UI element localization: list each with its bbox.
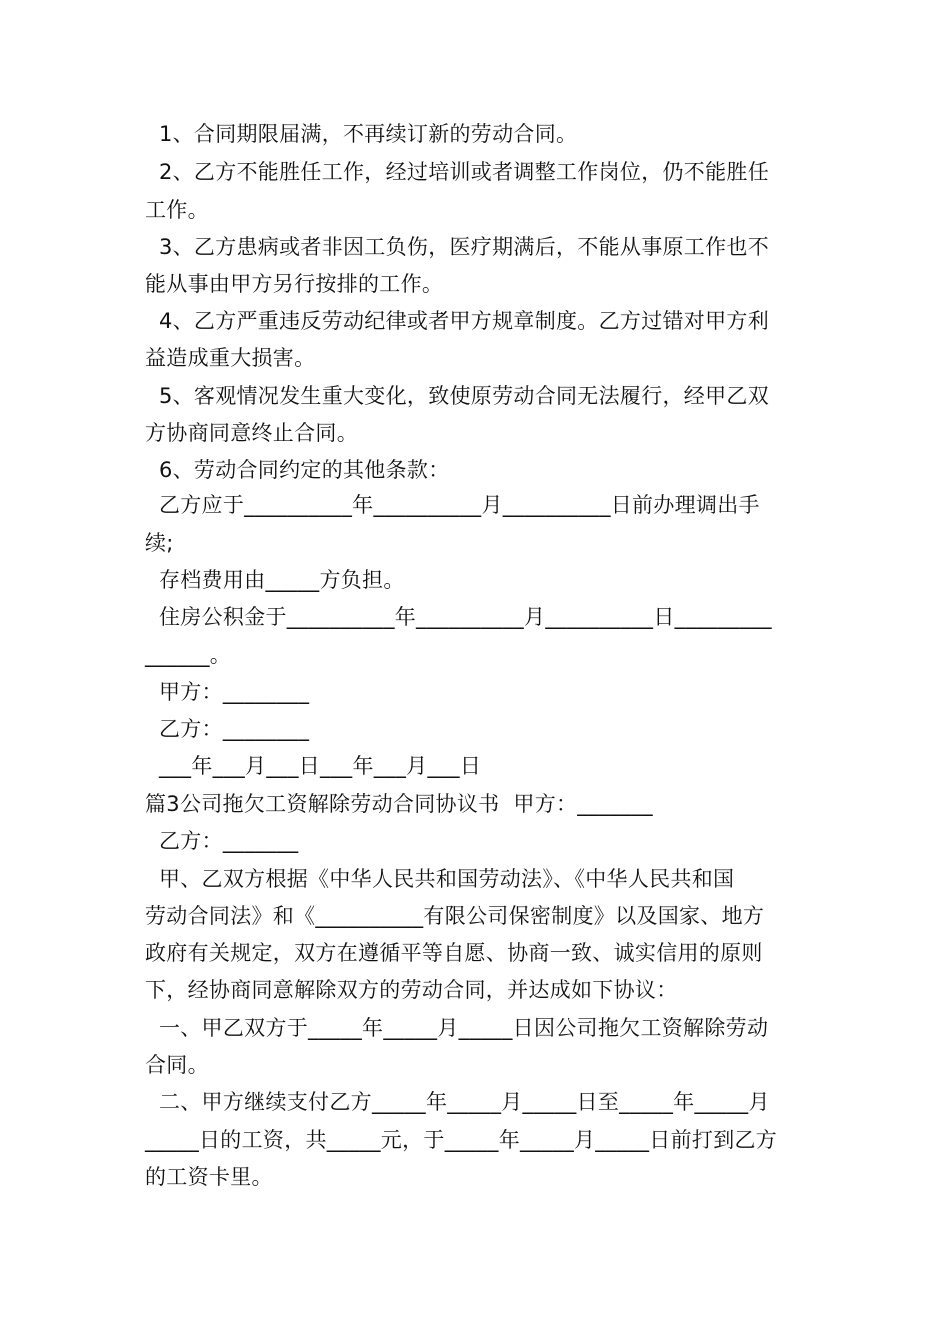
- clause-3-line-1: 3、乙方患病或者非因工负伤，医疗期满后，不能从事原工作也不: [145, 235, 770, 259]
- clause-1: 1、合同期限届满，不再续订新的劳动合同。: [145, 122, 578, 146]
- transfer-date-line-2: 续;: [145, 531, 174, 555]
- clause-4-line-1: 4、乙方严重违反劳动纪律或者甲方规章制度。乙方过错对甲方利: [145, 309, 770, 333]
- transfer-date-line-1: 乙方应于__________年__________月__________日前办理调出手: [145, 493, 760, 517]
- preamble-line-2: 劳动合同法》和《__________有限公司保密制度》以及国家、地方: [145, 904, 765, 928]
- archive-fee-line: 存档费用由_____方负担。: [145, 568, 405, 592]
- section-3-party-b: 乙方：_______: [145, 829, 299, 853]
- clause-2-line-2: 工作。: [145, 198, 209, 222]
- party-b-signature: 乙方：________: [145, 717, 310, 741]
- clause-5-line-1: 5、客观情况发生重大变化，致使原劳动合同无法履行，经甲乙双: [145, 384, 770, 408]
- clause-5-line-2: 方协商同意终止合同。: [145, 421, 358, 445]
- clause-2-line-1: 2、乙方不能胜任工作，经过培训或者调整工作岗位，仍不能胜任: [145, 160, 770, 184]
- clause-6: 6、劳动合同约定的其他条款：: [145, 458, 450, 482]
- article-2-line-1: 二、甲方继续支付乙方_____年_____月_____日至_____年_____月: [145, 1090, 770, 1114]
- section-3-title: 篇3公司拖欠工资解除劳动合同协议书 甲方：_______: [145, 792, 653, 816]
- signature-dates: ___年___月___日___年___月___日: [145, 754, 482, 778]
- preamble-line-1: 甲、乙双方根据《中华人民共和国劳动法》、《中华人民共和国: [145, 867, 735, 891]
- preamble-line-4: 下，经协商同意解除双方的劳动合同，并达成如下协议：: [145, 978, 678, 1002]
- housing-fund-line-2: ______。: [145, 643, 232, 667]
- article-2-line-3: 的工资卡里。: [145, 1165, 273, 1189]
- article-1-line-2: 合同。: [145, 1053, 209, 1077]
- housing-fund-line-1: 住房公积金于__________年__________月__________日_________: [145, 605, 772, 629]
- clause-4-line-2: 益造成重大损害。: [145, 346, 316, 370]
- article-1-line-1: 一、甲乙双方于_____年_____月_____日因公司拖欠工资解除劳动: [145, 1016, 769, 1040]
- preamble-line-3: 政府有关规定，双方在遵循平等自愿、协商一致、诚实信用的原则: [145, 941, 763, 965]
- party-a-signature: 甲方：________: [145, 680, 310, 704]
- clause-3-line-2: 能从事由甲方另行按排的工作。: [145, 272, 444, 296]
- article-2-line-2: _____日的工资，共_____元，于_____年_____月_____日前打到乙方: [145, 1128, 778, 1152]
